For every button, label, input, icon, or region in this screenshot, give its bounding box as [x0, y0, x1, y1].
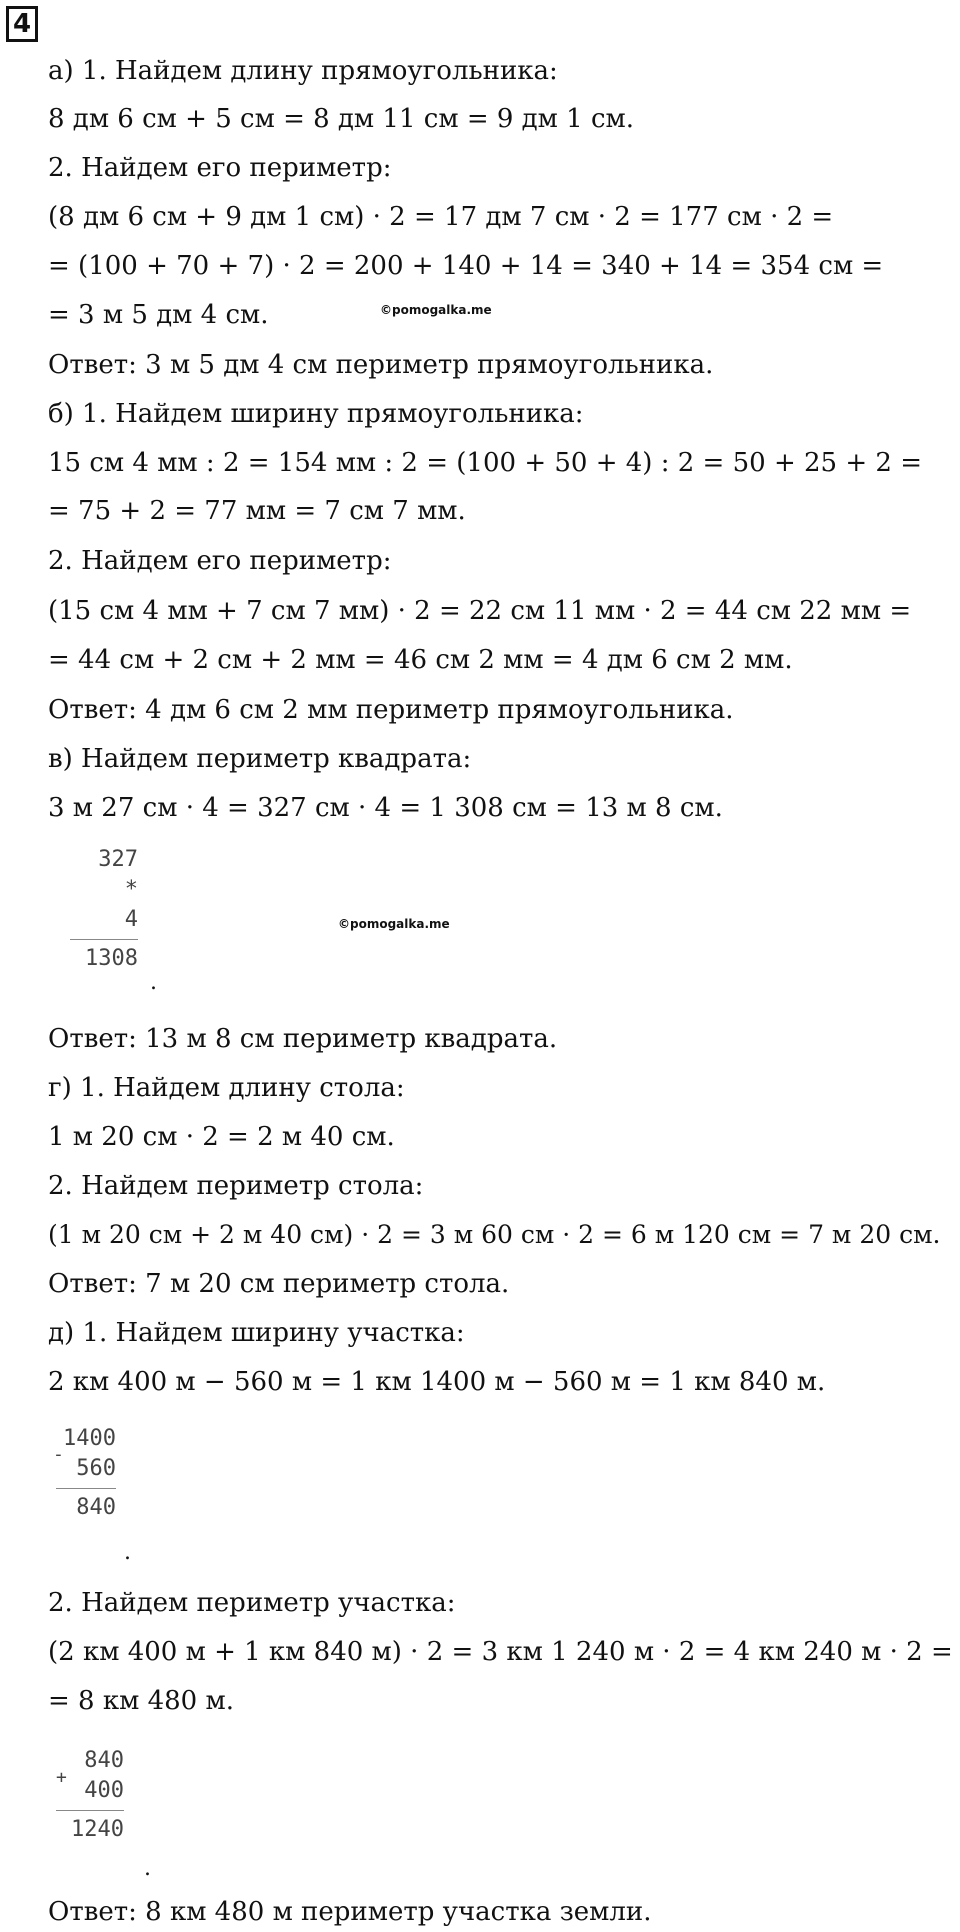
text-line: б) 1. Найдем ширину прямоугольника: — [48, 399, 584, 429]
operand-top: 327 — [98, 847, 138, 872]
task-number: 4 — [6, 6, 38, 42]
operand-bottom: 560 — [76, 1456, 116, 1481]
text-line: 2. Найдем периметр стола: — [48, 1171, 424, 1201]
watermark: ©pomogalka.me — [338, 917, 450, 931]
text-line: = (100 + 70 + 7) · 2 = 200 + 140 + 14 = 340 + 14 = 354 см = — [48, 251, 884, 281]
result-rule — [70, 939, 138, 940]
result: 1308 — [85, 946, 138, 971]
text-line: 2. Найдем периметр участка: — [48, 1588, 456, 1618]
text-line: г) 1. Найдем длину стола: — [48, 1073, 405, 1103]
text-line: а) 1. Найдем длину прямоугольника: — [48, 56, 558, 86]
period: . — [150, 970, 157, 995]
text-line: (8 дм 6 см + 9 дм 1 см) · 2 = 17 дм 7 см · 2 = 177 см · 2 = — [48, 202, 834, 232]
operand-top: 840 — [84, 1748, 124, 1773]
text-line: (15 см 4 мм + 7 см 7 мм) · 2 = 22 см 11 мм · 2 = 44 см 22 мм = — [48, 596, 912, 626]
text-line: 15 см 4 мм : 2 = 154 мм : 2 = (100 + 50 + 4) : 2 = 50 + 25 + 2 = — [48, 448, 922, 478]
text-line: 1 м 20 см · 2 = 2 м 40 см. — [48, 1122, 395, 1152]
column-addition — [56, 1746, 124, 1845]
text-line: 2 км 400 м − 560 м = 1 км 1400 м − 560 м = 1 км 840 м. — [48, 1367, 826, 1397]
operator-sign: + — [56, 1767, 67, 1788]
answer-line: Ответ: 13 м 8 см периметр квадрата. — [48, 1024, 558, 1054]
text-line: (1 м 20 см + 2 м 40 см) · 2 = 3 м 60 см · 2 = 6 м 120 см = 7 м 20 см. — [48, 1220, 941, 1249]
text-line: = 3 м 5 дм 4 см. — [48, 300, 269, 330]
text-line: = 8 км 480 м. — [48, 1686, 234, 1716]
text-line: 3 м 27 см · 4 = 327 см · 4 = 1 308 см = 13 м 8 см. — [48, 793, 723, 823]
operator-sign: - — [53, 1444, 64, 1465]
text-line: = 44 см + 2 см + 2 мм = 46 см 2 мм = 4 дм 6 см 2 мм. — [48, 645, 793, 675]
operand-bottom: 400 — [84, 1778, 124, 1803]
period: . — [124, 1540, 131, 1565]
text-line: 2. Найдем его периметр: — [48, 153, 392, 183]
text-line: 8 дм 6 см + 5 см = 8 дм 11 см = 9 дм 1 см. — [48, 104, 635, 134]
result-rule — [56, 1488, 116, 1489]
text-line: д) 1. Найдем ширину участка: — [48, 1318, 465, 1348]
period: . — [144, 1856, 151, 1881]
result: 1240 — [71, 1817, 124, 1842]
column-multiplication — [70, 845, 138, 974]
answer-line: Ответ: 8 км 480 м периметр участка земли. — [48, 1897, 652, 1927]
operand-bottom: 4 — [124, 907, 138, 932]
answer-line: Ответ: 4 дм 6 см 2 мм периметр прямоугольника. — [48, 695, 734, 725]
text-line: 2. Найдем его периметр: — [48, 546, 392, 576]
result: 840 — [76, 1495, 116, 1520]
text-line: (2 км 400 м + 1 км 840 м) · 2 = 3 км 1 240 м · 2 = 4 км 240 м · 2 = — [48, 1637, 953, 1667]
answer-line: Ответ: 3 м 5 дм 4 см периметр прямоугольника. — [48, 350, 714, 380]
answer-line: Ответ: 7 м 20 см периметр стола. — [48, 1269, 510, 1299]
text-line: = 75 + 2 = 77 мм = 7 см 7 мм. — [48, 496, 466, 526]
text-line: в) Найдем периметр квадрата: — [48, 744, 472, 774]
column-subtraction — [56, 1424, 116, 1523]
result-rule — [56, 1810, 124, 1811]
operator-sign: * — [124, 877, 138, 902]
watermark: ©pomogalka.me — [380, 303, 492, 317]
operand-top: 1400 — [63, 1426, 116, 1451]
